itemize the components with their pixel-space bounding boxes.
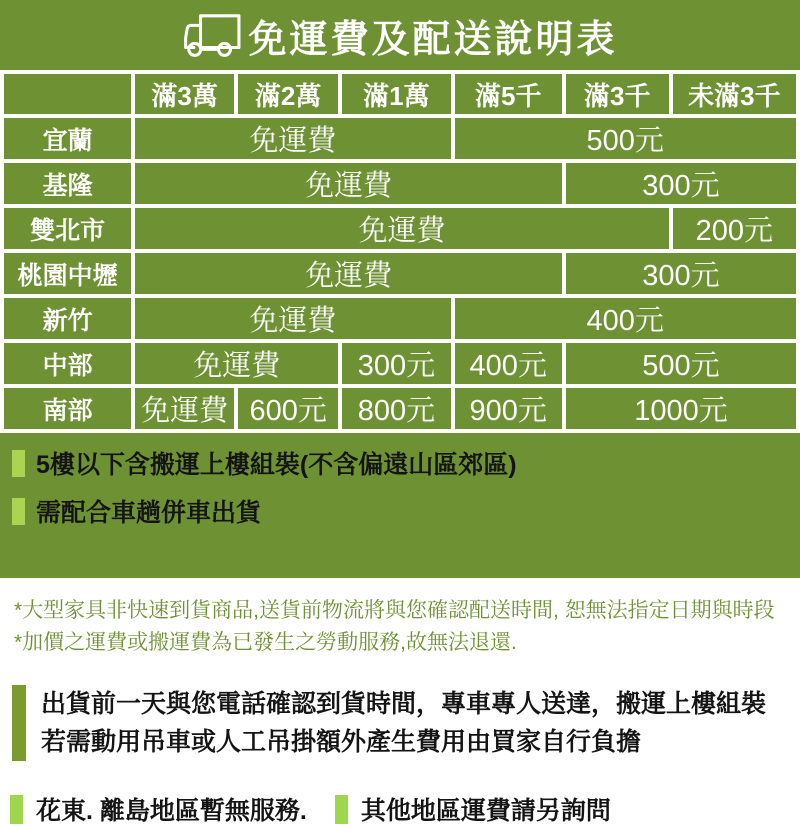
region-label: 南部 [2, 386, 133, 431]
shipping-fee-table [0, 70, 800, 433]
delivery-info-block [12, 685, 790, 761]
fee-cell: 500元 [453, 116, 799, 161]
page-title: 免運費及配送說明表 [248, 18, 618, 61]
fee-cell: 200元 [671, 206, 798, 251]
fee-cell: 免運費 [133, 251, 564, 296]
fee-cell: 500元 [564, 341, 798, 386]
fee-cell: 免運費 [133, 116, 452, 161]
region-label: 新竹 [2, 296, 133, 341]
notes-block [0, 433, 800, 529]
title-bar [0, 0, 800, 70]
disclaimers-block [0, 578, 800, 659]
table-row-yilan [2, 116, 798, 161]
fee-cell: 免運費 [133, 386, 236, 431]
green-bar-icon [12, 685, 26, 761]
column-header: 滿3萬 [133, 72, 236, 116]
column-header: 滿1萬 [340, 72, 452, 116]
note-line [12, 493, 800, 529]
green-square-bullet-icon [12, 450, 25, 477]
fee-cell: 免運費 [133, 161, 564, 206]
footer-item [10, 791, 307, 827]
note-text: 需配合車趟併車出貨 [36, 499, 262, 527]
fee-cell: 900元 [453, 386, 564, 431]
delivery-line: 出貨前一天與您電話確認到貨時間，專車專人送達，搬運上樓組裝 [41, 690, 767, 718]
column-header: 未滿3千 [671, 72, 798, 116]
fee-cell: 300元 [564, 251, 798, 296]
footer-text: 花東. 離島地區暫無服務. [36, 797, 307, 825]
footer-item [335, 791, 611, 827]
delivery-info-text [41, 685, 766, 761]
fee-cell: 免運費 [133, 341, 340, 386]
table-row-central [2, 341, 798, 386]
table-row-taipei [2, 206, 798, 251]
note-line [12, 445, 800, 481]
fee-cell: 300元 [564, 161, 798, 206]
corner-cell [2, 72, 133, 116]
fee-cell: 1000元 [564, 386, 798, 431]
disclaimer-line: *大型家具非快速到貨商品,送貨前物流將與您確認配送時間, 恕無法指定日期與時段 [14, 599, 775, 622]
note-text: 5樓以下含搬運上樓組裝(不含偏遠山區郊區) [36, 451, 517, 479]
fee-cell: 免運費 [133, 206, 670, 251]
delivery-line: 若需動用吊車或人工吊掛額外產生費用由買家自行負擔 [41, 728, 642, 756]
column-header: 滿2萬 [236, 72, 340, 116]
region-label: 宜蘭 [2, 116, 133, 161]
table-row-keelung [2, 161, 798, 206]
fee-cell: 400元 [453, 341, 564, 386]
footer-text: 其他地區運費請另詢問 [360, 797, 611, 825]
table-header-row [2, 72, 798, 116]
green-square-bullet-icon [10, 795, 23, 824]
fee-cell: 600元 [236, 386, 340, 431]
region-label: 雙北市 [2, 206, 133, 251]
fee-cell: 300元 [340, 341, 452, 386]
fee-cell: 400元 [453, 296, 799, 341]
region-label: 基隆 [2, 161, 133, 206]
white-info-panel [0, 578, 800, 827]
column-header: 滿3千 [564, 72, 671, 116]
fee-cell: 800元 [340, 386, 452, 431]
table-row-taoyuan [2, 251, 798, 296]
footer-notes [10, 791, 790, 827]
region-label: 桃園中壢 [2, 251, 133, 296]
region-label: 中部 [2, 341, 133, 386]
green-square-bullet-icon [335, 795, 348, 824]
green-square-bullet-icon [12, 498, 25, 525]
table-row-south [2, 386, 798, 431]
table-row-hsinchu [2, 296, 798, 341]
column-header: 滿5千 [453, 72, 564, 116]
fee-cell: 免運費 [133, 296, 452, 341]
truck-icon [182, 11, 244, 59]
disclaimer-line: *加價之運費或搬運費為已發生之勞動服務,故無法退還. [14, 631, 517, 654]
